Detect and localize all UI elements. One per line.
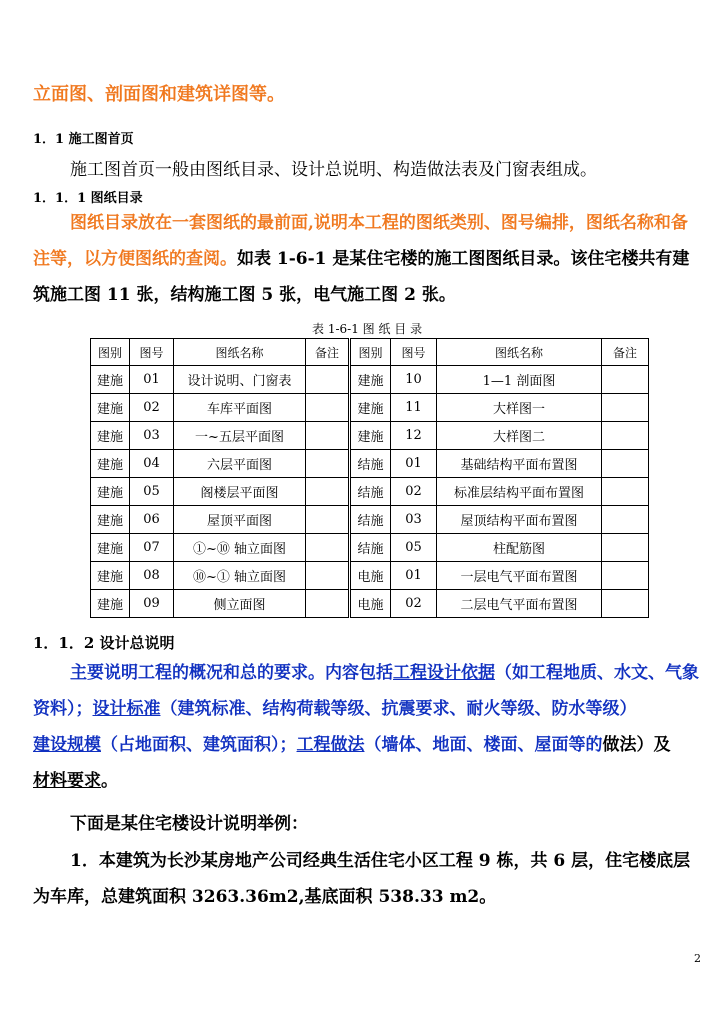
table-cell: 一层电气平面布置图 [437,562,602,590]
material-requirements-link[interactable]: 材料要求 [33,771,101,791]
table-cell: 一~五层平面图 [174,422,306,450]
section-heading-1-1: 1．1 施工图首页 [33,132,134,147]
table-cell: 电施 [350,590,391,618]
table-cell: 建施 [91,366,130,394]
table-cell [602,478,649,506]
table-cell [602,450,649,478]
table-cell: ①~⑩ 轴立面图 [174,534,306,562]
table-row [91,590,649,618]
header-cell: 图别 [91,339,130,366]
table-cell: 屋顶平面图 [174,506,306,534]
table-cell: 05 [391,534,437,562]
table-cell [306,394,350,422]
table-cell: ⑩~① 轴立面图 [174,562,306,590]
table-cell: 12 [391,422,437,450]
table-cell: 03 [130,422,174,450]
table-cell: 建施 [91,506,130,534]
table-cell: 建施 [350,366,391,394]
table-cell: 建施 [91,450,130,478]
table-cell: 建施 [350,422,391,450]
table-cell [306,590,350,618]
table-cell: 结施 [350,506,391,534]
table-cell [306,366,350,394]
design-notes-text: （建筑标准、结构荷载等级、抗震要求、耐火等级、防水等级） [160,699,637,719]
table-cell [602,506,649,534]
header-cell: 图纸名称 [437,339,602,366]
catalog-highlight-text: 图纸目录放在一套图纸的最前面,说明本工程的图纸类别、图号编排，图纸名称和备注等，以方便图纸的查阅。 [33,213,688,269]
table-cell: 结施 [350,478,391,506]
table-cell: 01 [130,366,174,394]
table-cell: 建施 [350,394,391,422]
table-cell [306,422,350,450]
table-cell: 09 [130,590,174,618]
table-row [91,534,649,562]
table-cell: 05 [130,478,174,506]
table-cell: 02 [130,394,174,422]
table-cell [602,562,649,590]
table-cell: 建施 [91,562,130,590]
table-cell [306,506,350,534]
table-cell: 04 [130,450,174,478]
construction-method-link[interactable]: 工程做法 [296,735,365,755]
table-cell: 建施 [91,478,130,506]
drawing-catalog-paragraph [33,205,703,313]
design-notes-paragraph [33,655,703,799]
table-cell: 阁楼层平面图 [174,478,306,506]
table-cell: 建施 [91,422,130,450]
table-cell: 01 [391,562,437,590]
table-cell: 1—1 剖面图 [437,366,602,394]
table-row [91,478,649,506]
table-cell [306,534,350,562]
table-cell: 08 [130,562,174,590]
drawing-catalog-table [90,338,649,618]
table-cell: 大样图二 [437,422,602,450]
page-number: 2 [694,952,701,965]
table-row [91,394,649,422]
table-cell: 结施 [350,450,391,478]
table-cell: 大样图一 [437,394,602,422]
top-line: 立面图、剖面图和建筑详图等。 [33,84,285,105]
example-item-1: 1．本建筑为长沙某房地产公司经典生活住宅小区工程 9 栋，共 6 层，住宅楼底层为车库，总建筑面积 3263.36m2,基底面积 538.33 m2。 [33,851,691,907]
table-cell: 柱配筋图 [437,534,602,562]
header-cell: 图别 [350,339,391,366]
header-cell: 图号 [391,339,437,366]
table-cell: 屋顶结构平面布置图 [437,506,602,534]
table-cell [306,450,350,478]
design-notes-text: 。 [101,771,118,791]
section-heading-1-1-1: 1．1．1 图纸目录 [33,191,143,206]
table-row [91,562,649,590]
table-cell: 01 [391,450,437,478]
table-cell: 03 [391,506,437,534]
table-row [91,366,649,394]
construction-scale-link[interactable]: 建设规模 [33,735,101,755]
table-cell [602,394,649,422]
design-notes-text: （占地面积、建筑面积）； [101,735,297,755]
section-heading-1-1-2: 1．1．2 设计总说明 [33,634,175,652]
table-row [91,422,649,450]
table-cell: 电施 [350,562,391,590]
table-cell: 基础结构平面布置图 [437,450,602,478]
table-cell [602,366,649,394]
table-row [91,450,649,478]
table-cell [306,562,350,590]
table-header-row [91,339,649,366]
table-cell: 06 [130,506,174,534]
catalog-normal-text: 如表 1-6-1 是某住宅楼的施工图图纸目录。该住宅楼共有建筑施工图 11 张，结构施工图 5 张，电气施工图 2 张。 [33,249,690,305]
design-notes-text: 主要说明工程的概况和总的要求。内容包括 [70,663,393,683]
header-cell: 图纸名称 [174,339,306,366]
table-cell: 建施 [91,394,130,422]
header-cell: 备注 [306,339,350,366]
table-cell: 结施 [350,534,391,562]
table-cell: 标准层结构平面布置图 [437,478,602,506]
table-cell: 建施 [91,590,130,618]
design-notes-text: （墙体、地面、楼面、屋面等的 [364,735,603,755]
table-cell: 车库平面图 [174,394,306,422]
design-basis-link[interactable]: 工程设计依据 [393,663,495,683]
table-caption: 表 1-6-1 图 纸 目 录 [312,322,423,336]
table-cell: 建施 [91,534,130,562]
design-notes-text: 做法）及 [602,735,671,755]
table-cell: 设计说明、门窗表 [174,366,306,394]
table-cell [602,590,649,618]
table-cell: 02 [391,478,437,506]
table-row [91,506,649,534]
table-cell: 10 [391,366,437,394]
header-cell: 图号 [130,339,174,366]
table-cell: 02 [391,590,437,618]
design-notes-text: （如工程地质、水文、气象资料）； [33,663,699,719]
table-cell [306,478,350,506]
table-cell [602,534,649,562]
header-cell: 备注 [602,339,649,366]
example-intro: 下面是某住宅楼设计说明举例： [70,814,308,834]
table-cell: 侧立面图 [174,590,306,618]
table-cell [602,422,649,450]
design-standard-link[interactable]: 设计标准 [92,699,161,719]
table-cell: 07 [130,534,174,562]
table-cell: 11 [391,394,437,422]
table-cell: 六层平面图 [174,450,306,478]
section-1-1-text: 施工图首页一般由图纸目录、设计总说明、构造做法表及门窗表组成。 [70,160,597,180]
table-cell: 二层电气平面布置图 [437,590,602,618]
